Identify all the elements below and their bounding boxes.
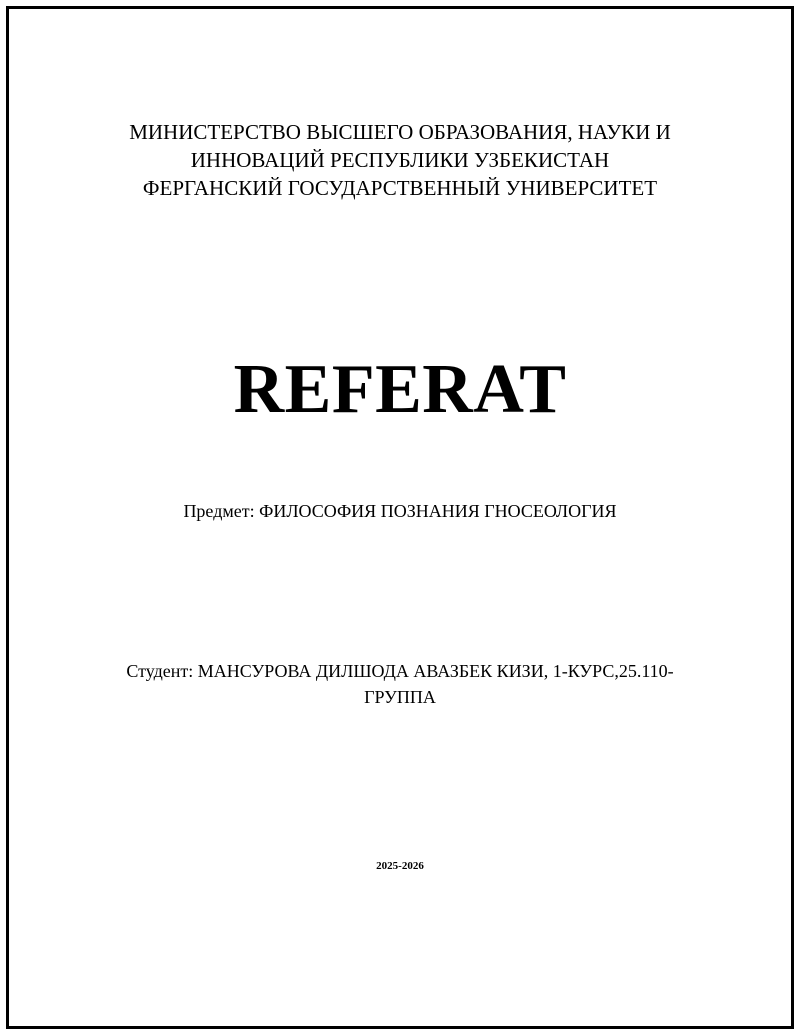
student-line-1 xyxy=(0,658,800,684)
subject-line xyxy=(0,499,800,523)
header-line-3: ФЕРГАНСКИЙ ГОСУДАРСТВЕННЫЙ УНИВЕРСИТЕТ xyxy=(142,176,658,200)
institution-header xyxy=(0,118,800,202)
student-block xyxy=(0,658,800,710)
header-line-2: ИННОВАЦИЙ РЕСПУБЛИКИ УЗБЕКИСТАН xyxy=(190,148,610,172)
document-title: REFERAT xyxy=(233,351,567,428)
subject-label: Предмет: xyxy=(183,501,255,521)
student-name: МАНСУРОВА ДИЛШОДА АВАЗБЕК КИЗИ, 1-КУРС,25.110- xyxy=(197,661,674,681)
student-line-2: ГРУППА xyxy=(364,687,436,707)
student-label: Студент: xyxy=(126,661,194,681)
academic-year: 2025-2026 xyxy=(376,860,424,872)
subject-value: ФИЛОСОФИЯ ПОЗНАНИЯ ГНОСЕОЛОГИЯ xyxy=(259,501,617,521)
header-line-1: МИНИСТЕРСТВО ВЫСШЕГО ОБРАЗОВАНИЯ, НАУКИ И xyxy=(129,120,671,144)
